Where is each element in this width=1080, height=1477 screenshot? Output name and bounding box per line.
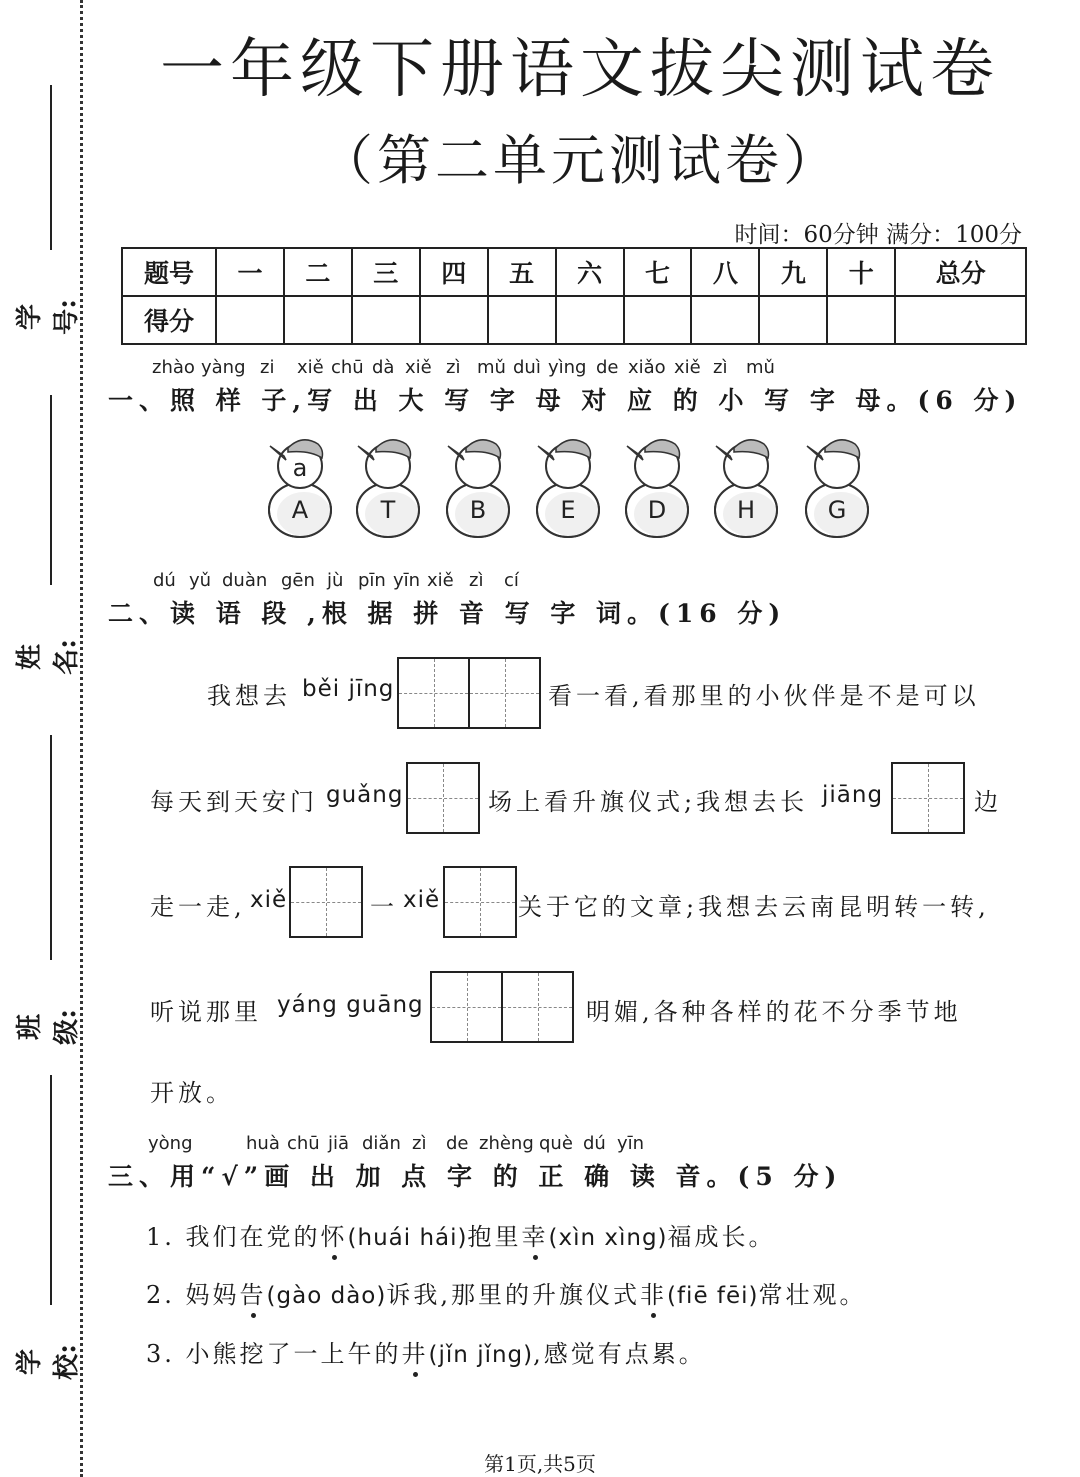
pronunciation-choices[interactable]: (gào dào) xyxy=(266,1283,387,1309)
score-input-cell[interactable] xyxy=(691,296,759,344)
pinyin-syllable: mǔ xyxy=(477,357,506,378)
pronunciation-choices[interactable]: (huái hái) xyxy=(347,1225,468,1251)
score-header-cell: 二 xyxy=(284,248,352,296)
pinyin-syllable: yìng xyxy=(548,357,587,378)
score-input-cell[interactable] xyxy=(284,296,352,344)
pinyin-syllable: de xyxy=(446,1133,469,1154)
score-header-cell: 三 xyxy=(352,248,420,296)
question-text: ,感觉有点累。 xyxy=(533,1340,706,1368)
pinyin-syllable: huà xyxy=(246,1133,280,1154)
name-rule xyxy=(50,395,52,585)
snowman-big-letter: D xyxy=(647,496,667,524)
passage-text: 我想去 xyxy=(207,682,291,710)
school-rule xyxy=(50,1075,52,1305)
pinyin-syllable: chū xyxy=(331,357,364,378)
question-text: 小熊挖了一上午的 xyxy=(185,1340,402,1368)
passage-text: 走一走, xyxy=(150,893,246,921)
score-table-score-row xyxy=(122,296,1026,344)
passage-pinyin: xiě xyxy=(250,887,288,913)
pinyin-syllable: dà xyxy=(372,357,395,378)
section1-heading: 一、照 样 子,写 出 大 写 字 母 对 应 的 小 写 字 母。(6 分) xyxy=(108,386,1023,415)
passage-text: 一 xyxy=(370,893,398,921)
score-header-cell: 一 xyxy=(216,248,284,296)
score-input-cell[interactable] xyxy=(352,296,420,344)
dotted-char: 怀 xyxy=(321,1217,348,1252)
score-header-cell: 九 xyxy=(759,248,827,296)
class-rule xyxy=(50,735,52,960)
question-1 xyxy=(146,1217,776,1252)
score-table xyxy=(121,247,1027,345)
score-header-cell: 八 xyxy=(691,248,759,296)
class-label: 班级: xyxy=(15,1009,82,1045)
snowman-big-letter: A xyxy=(291,496,309,524)
score-input-cell[interactable] xyxy=(216,296,284,344)
pinyin-syllable: jiā xyxy=(328,1133,350,1154)
pinyin-syllable: duì xyxy=(513,357,541,378)
pronunciation-choices[interactable]: (fiē fēi) xyxy=(666,1283,759,1309)
pinyin-syllable: zì xyxy=(412,1133,427,1154)
question-text: 诉我,那里的升旗仪式 xyxy=(386,1281,640,1309)
passage-text: 场上看升旗仪式;我想去长 xyxy=(488,788,809,816)
score-header-cell: 六 xyxy=(556,248,624,296)
writing-cell[interactable] xyxy=(291,868,361,936)
snowman-big-letter: H xyxy=(736,496,756,524)
school-label: 学校: xyxy=(15,1344,82,1380)
answer-box-beijing[interactable] xyxy=(397,657,541,729)
score-row-label: 得分 xyxy=(122,296,216,344)
score-input-cell[interactable] xyxy=(759,296,827,344)
writing-cell[interactable] xyxy=(470,659,539,727)
pinyin-syllable: xiě xyxy=(297,357,324,378)
pinyin-syllable: yòng xyxy=(148,1133,193,1154)
pinyin-syllable: zi xyxy=(260,357,275,378)
pinyin-syllable: cí xyxy=(504,570,519,591)
snowman-big-letter: T xyxy=(380,496,396,524)
question-number: 1. xyxy=(146,1223,175,1251)
page-subtitle: （第二单元测试卷） xyxy=(319,129,841,192)
pinyin-syllable: pīn xyxy=(358,570,386,591)
pronunciation-choices[interactable]: (xìn xìng) xyxy=(548,1225,668,1251)
score-input-cell[interactable] xyxy=(624,296,692,344)
question-text: 我们在党的 xyxy=(185,1223,321,1251)
pinyin-syllable: yīn xyxy=(617,1133,645,1154)
snowman-big-letter: G xyxy=(827,496,847,524)
pinyin-syllable: xiě xyxy=(674,357,701,378)
snowmen-row xyxy=(260,432,900,544)
question-number: 3. xyxy=(146,1340,175,1368)
score-header-cell: 十 xyxy=(827,248,895,296)
score-header-cell: 五 xyxy=(488,248,556,296)
pinyin-syllable: chū xyxy=(287,1133,320,1154)
score-header-cell: 四 xyxy=(420,248,488,296)
writing-cell[interactable] xyxy=(408,764,478,832)
pinyin-syllable: xiǎo xyxy=(628,357,666,378)
score-header-cell: 七 xyxy=(624,248,692,296)
passage-pinyin: jiāng xyxy=(822,782,884,808)
pinyin-syllable: gēn xyxy=(281,570,315,591)
question-2 xyxy=(146,1275,867,1310)
score-input-cell[interactable] xyxy=(556,296,624,344)
snowman-big-letter: E xyxy=(560,496,576,524)
pinyin-syllable: xiě xyxy=(405,357,432,378)
passage-text: 明媚,各种各样的花不分季节地 xyxy=(586,998,962,1026)
dotted-char: 幸 xyxy=(522,1217,549,1252)
dotted-char: 非 xyxy=(640,1275,667,1310)
question-text: 抱里 xyxy=(467,1223,522,1251)
page-title: 一年级下册语文拔尖测试卷 xyxy=(160,33,1000,107)
pinyin-syllable: què xyxy=(539,1133,573,1154)
score-input-cell[interactable] xyxy=(827,296,895,344)
pinyin-syllable: dú xyxy=(583,1133,606,1154)
pinyin-syllable: yàng xyxy=(201,357,246,378)
section3-heading: 三、用“√”画 出 加 点 字 的 正 确 读 音。(5 分) xyxy=(108,1162,843,1191)
pinyin-syllable: diǎn xyxy=(362,1133,401,1154)
pronunciation-choices[interactable]: (jǐn jǐng) xyxy=(428,1342,534,1368)
question-text: 妈妈 xyxy=(185,1281,240,1309)
writing-cell[interactable] xyxy=(399,659,470,727)
dotted-char: 告 xyxy=(240,1275,267,1310)
answer-box-jiang[interactable] xyxy=(891,762,965,834)
section2-heading: 二、读 语 段 ,根 据 拼 音 写 字 词。(16 分) xyxy=(108,599,787,628)
time-info: 时间：60分钟 满分：100分 xyxy=(734,222,1022,248)
pinyin-syllable: xiě xyxy=(427,570,454,591)
snowman-small-letter: a xyxy=(292,454,308,482)
passage-text: 看一看,看那里的小伙伴是不是可以 xyxy=(548,682,980,710)
binding-dashed-line xyxy=(80,0,83,1477)
writing-cell[interactable] xyxy=(445,868,515,936)
passage-text: 关于它的文章;我想去云南昆明转一转, xyxy=(518,893,990,921)
pinyin-syllable: zì xyxy=(446,357,461,378)
pinyin-syllable: zì xyxy=(713,357,728,378)
question-3 xyxy=(146,1334,706,1369)
writing-cell[interactable] xyxy=(503,973,572,1041)
score-table-header-row xyxy=(122,248,1026,296)
student-no-rule xyxy=(50,85,52,250)
passage-pinyin: xiě xyxy=(403,887,441,913)
passage-text: 每天到天安门 xyxy=(150,788,318,816)
pinyin-syllable: yīn xyxy=(393,570,421,591)
answer-box-guang[interactable] xyxy=(406,762,480,834)
score-input-cell[interactable] xyxy=(420,296,488,344)
pinyin-syllable: dú xyxy=(153,570,176,591)
passage-text: 听说那里 xyxy=(150,998,262,1026)
passage-pinyin: yáng guāng xyxy=(277,992,424,1018)
answer-box-xie-2[interactable] xyxy=(443,866,517,938)
score-header-cell: 题号 xyxy=(122,248,216,296)
passage-pinyin: běi jīng xyxy=(302,676,395,702)
pinyin-syllable: jù xyxy=(327,570,344,591)
pinyin-syllable: de xyxy=(596,357,619,378)
student-no-label: 学号: xyxy=(15,299,82,335)
score-input-cell[interactable] xyxy=(895,296,1026,344)
question-text: 福成长。 xyxy=(667,1223,776,1251)
name-label: 姓名: xyxy=(15,639,82,675)
answer-box-yangguang[interactable] xyxy=(430,971,574,1043)
passage-text: 边 xyxy=(974,788,1002,816)
score-header-cell: 总分 xyxy=(895,248,1026,296)
pinyin-syllable: yǔ xyxy=(189,570,212,591)
dotted-char: 井 xyxy=(402,1334,429,1369)
pinyin-syllable: zhào xyxy=(152,357,195,378)
passage-text: 开放。 xyxy=(150,1079,234,1107)
passage-pinyin: guǎng xyxy=(326,782,404,808)
snowman-big-letter: B xyxy=(469,496,487,524)
score-input-cell[interactable] xyxy=(488,296,556,344)
pinyin-syllable: duàn xyxy=(222,570,268,591)
pinyin-syllable: zhèng xyxy=(479,1133,534,1154)
answer-box-xie-1[interactable] xyxy=(289,866,363,938)
writing-cell[interactable] xyxy=(432,973,503,1041)
writing-cell[interactable] xyxy=(893,764,963,832)
page-footer: 第1页,共5页 xyxy=(484,1452,596,1476)
question-text: 常壮观。 xyxy=(758,1281,867,1309)
pinyin-syllable: mǔ xyxy=(746,357,775,378)
question-number: 2. xyxy=(146,1281,175,1309)
pinyin-syllable: zì xyxy=(469,570,484,591)
